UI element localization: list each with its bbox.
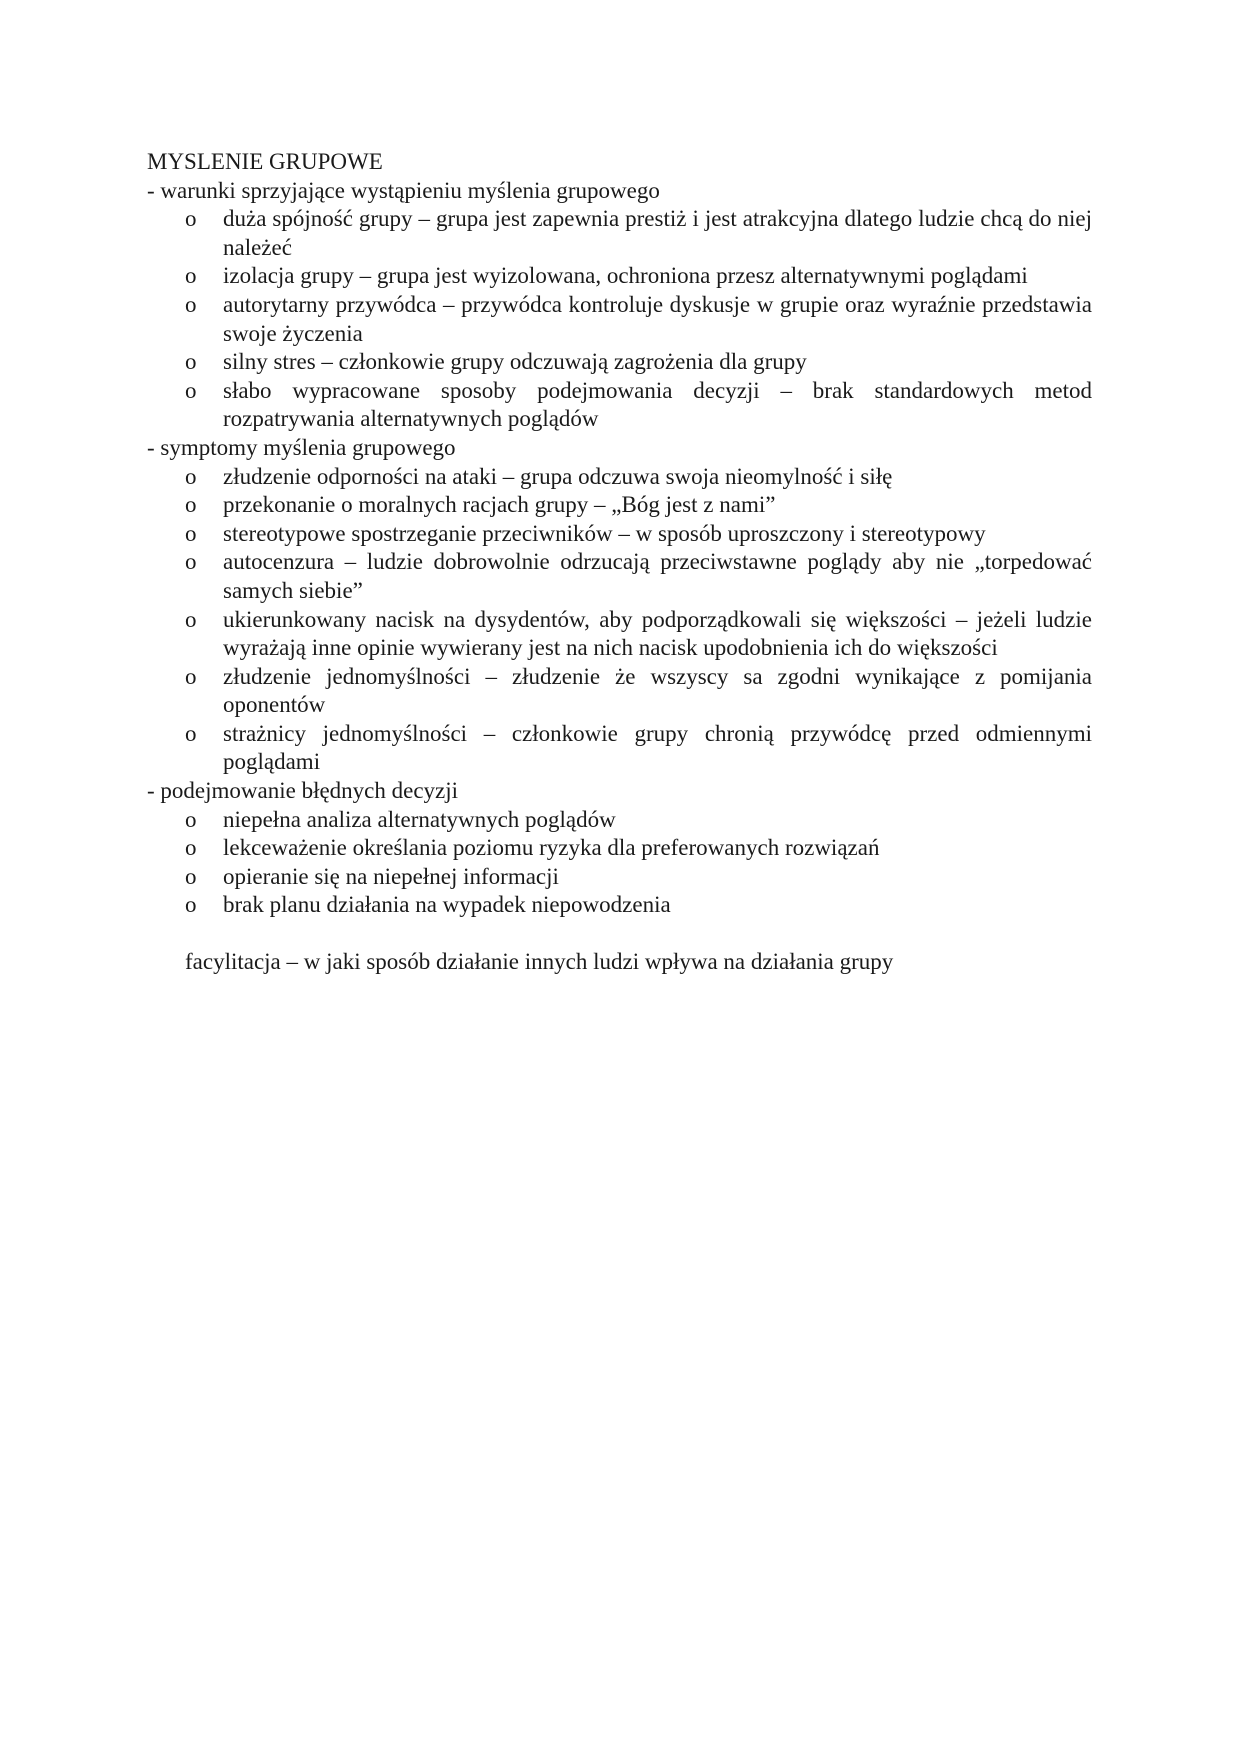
list-item [185,891,1092,920]
list-item-text: brak planu działania na wypadek niepowodzenia [223,892,671,918]
list-item [185,377,1092,434]
list-item-text: strażnicy jednomyślności – członkowie grupy chronią przywódcę przed odmiennymi poglądami [223,720,1092,775]
list-item-text: lekceważenie określania poziomu ryzyka dla preferowanych rozwiązań [223,835,880,861]
bullet-list [147,463,1092,778]
document-page [147,148,1092,977]
bullet-icon: o [185,663,197,689]
section-conditions [147,177,1092,434]
bullet-icon: o [185,520,197,546]
list-item [185,348,1092,377]
section-heading: - symptomy myślenia grupowego [147,434,456,460]
section-bad-decisions [147,777,1092,920]
bullet-list [147,806,1092,920]
list-item [185,806,1092,835]
bullet-icon: o [185,806,197,832]
list-item [185,606,1092,663]
list-item [185,291,1092,348]
list-item [185,834,1092,863]
bullet-icon: o [185,463,197,489]
list-item-text: silny stres – członkowie grupy odczuwają zagrożenia dla grupy [223,349,807,375]
bullet-icon: o [185,377,197,403]
bullet-icon: o [185,863,197,889]
bullet-icon: o [185,263,197,289]
list-item-text: stereotypowe spostrzeganie przeciwników – w sposób uproszczony i stereotypowy [223,520,986,546]
facilitation-note: facylitacja – w jaki sposób działanie innych ludzi wpływa na działania grupy [185,949,894,975]
bullet-list [147,205,1092,434]
section-symptoms [147,434,1092,777]
list-item [185,520,1092,549]
list-item [185,548,1092,605]
list-item [185,663,1092,720]
list-item-text: ukierunkowany nacisk na dysydentów, aby podporządkowali się większości – jeżeli ludzie wyrażają inne opinie wywierany jest na nich nacisk upodobnienia ich do większości [223,606,1092,661]
list-item [185,491,1092,520]
list-item [185,262,1092,291]
bullet-icon: o [185,549,197,575]
list-item-text: duża spójność grupy – grupa jest zapewnia prestiż i jest atrakcyjna dlatego ludzie chcą do niej należeć [223,206,1092,260]
document-title: MYSLENIE GRUPOWE [147,149,383,174]
bullet-icon: o [185,291,197,317]
bullet-icon: o [185,892,197,918]
section-heading: - podejmowanie błędnych decyzji [147,778,459,804]
list-item-text: izolacja grupy – grupa jest wyizolowana, ochroniona przesz alternatywnymi poglądami [223,263,1028,289]
bullet-icon: o [185,606,197,632]
list-item-text: opieranie się na niepełnej informacji [223,863,559,889]
bullet-icon: o [185,720,197,746]
bullet-icon: o [185,835,197,861]
list-item-text: złudzenie jednomyślności – złudzenie że wszyscy sa zgodni wynikające z pomijania oponentów [223,663,1092,718]
list-item [185,463,1092,492]
list-item-text: autorytarny przywódca – przywódca kontroluje dyskusje w grupie oraz wyraźnie przedstawia swoje życzenia [223,291,1092,346]
list-item-text: słabo wypracowane sposoby podejmowania decyzji – brak standardowych metod rozpatrywania alternatywnych poglądów [223,377,1092,432]
bullet-icon: o [185,492,197,518]
list-item-text: złudzenie odporności na ataki – grupa odczuwa swoja nieomylność i siłę [223,463,893,489]
bullet-icon: o [185,349,197,375]
list-item [185,863,1092,892]
section-heading: - warunki sprzyjające wystąpieniu myślenia grupowego [147,177,660,203]
list-item-text: przekonanie o moralnych racjach grupy – „Bóg jest z nami” [223,492,776,518]
list-item-text: autocenzura – ludzie dobrowolnie odrzucają przeciwstawne poglądy aby nie „torpedować samych siebie” [223,549,1092,603]
list-item [185,205,1092,262]
bullet-icon: o [185,206,197,232]
list-item-text: niepełna analiza alternatywnych poglądów [223,806,616,832]
list-item [185,720,1092,777]
